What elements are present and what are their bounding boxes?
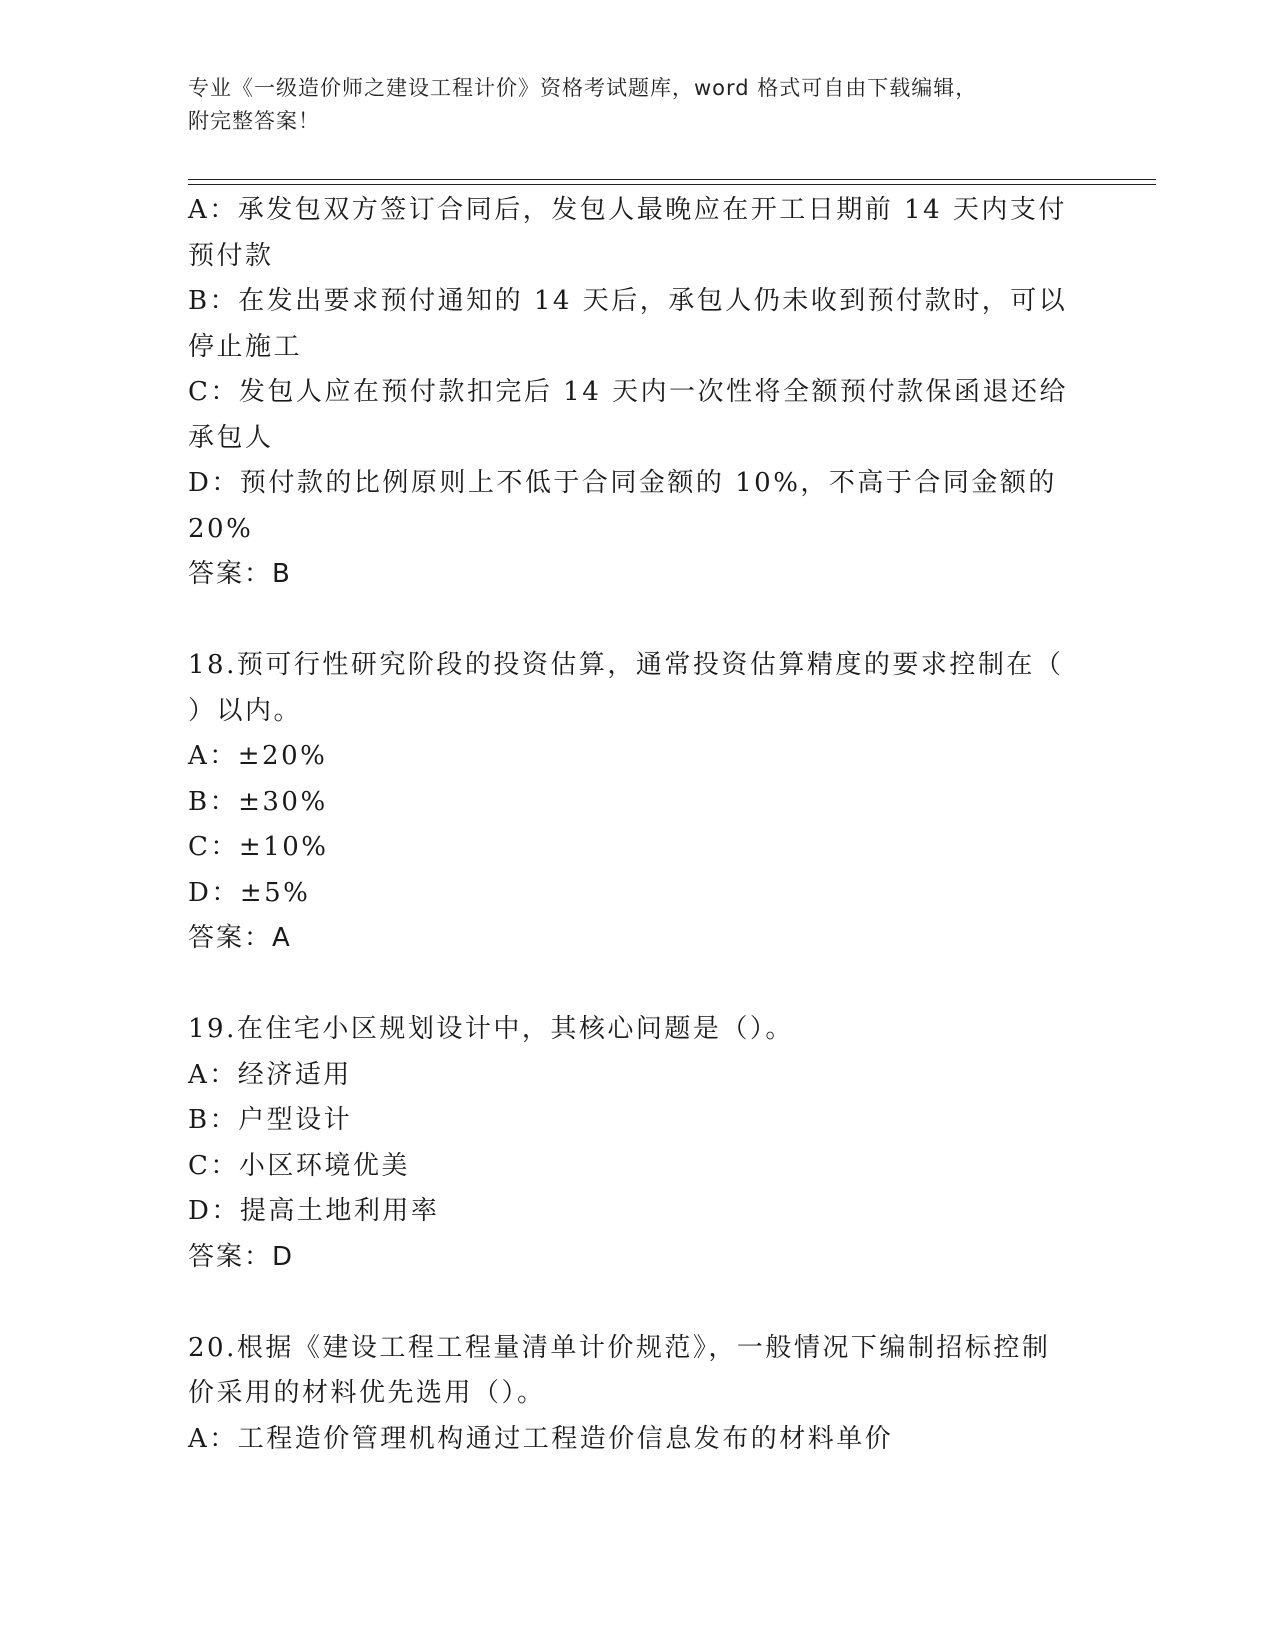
q18-option-b: B：±30% (188, 786, 328, 817)
q19-stem: 19.在住宅小区规划设计中，其核心问题是（）。 (188, 1014, 794, 1044)
q18-stem-line-2: ）以内。 (188, 695, 303, 726)
q18-stem-line-1: 18.预可行性研究阶段的投资估算，通常投资估算精度的要求控制在（ (188, 650, 1064, 680)
q19-option-d: D：提高土地利用率 (188, 1196, 440, 1226)
spacer (188, 598, 1068, 644)
q17-option-a-line-1: A：承发包双方签订合同后，发包人最晚应在开工日期前 14 天内支付 (188, 195, 1067, 225)
q17-option-a-line-2: 预付款 (188, 240, 274, 271)
q17-answer: 答案：B (188, 559, 292, 589)
question-17-tail (188, 188, 1068, 598)
q19-option-b: B：户型设计 (188, 1105, 353, 1135)
q17-option-c-line-2: 承包人 (188, 422, 274, 453)
q20-option-a: A：工程造价管理机构通过工程造价信息发布的材料单价 (188, 1423, 894, 1454)
question-19 (188, 1007, 1068, 1280)
header-double-rule (188, 179, 1156, 185)
q18-option-c: C：±10% (188, 832, 329, 862)
header-line-1: 专业《一级造价师之建设工程计价》资格考试题库，word 格式可自由下载编辑， (188, 76, 978, 100)
q17-option-c-line-1: C：发包人应在预付款扣完后 14 天内一次性将全额预付款保函退还给 (188, 377, 1069, 407)
question-18 (188, 643, 1068, 962)
q17-option-b-line-1: B：在发出要求预付通知的 14 天后，承包人仍未收到预付款时，可以 (188, 286, 1068, 316)
q17-option-d-line-1: D：预付款的比例原则上不低于合同金额的 10%，不高于合同金额的 (188, 468, 1057, 498)
q17-option-d-line-2: 20% (188, 513, 254, 544)
q19-answer: 答案：D (188, 1241, 295, 1272)
document-header (188, 72, 1068, 138)
header-rule-bottom (188, 184, 1156, 185)
q18-option-a: A：±20% (188, 741, 328, 771)
q17-option-b-line-2: 停止施工 (188, 331, 303, 362)
q20-stem-line-2: 价采用的材料优先选用（）。 (188, 1378, 546, 1408)
q18-answer: 答案：A (188, 923, 292, 953)
question-20 (188, 1326, 1068, 1463)
q19-option-c: C：小区环境优美 (188, 1150, 410, 1181)
header-rule-top (188, 179, 1156, 180)
question-content (188, 188, 1068, 1462)
q19-option-a: A：经济适用 (188, 1059, 352, 1090)
spacer (188, 962, 1068, 1008)
q18-option-d: D：±5% (188, 877, 311, 908)
header-line-2: 附完整答案！ (188, 109, 320, 133)
spacer (188, 1280, 1068, 1326)
q20-stem-line-1: 20.根据《建设工程工程量清单计价规范》，一般情况下编制招标控制 (188, 1332, 1051, 1363)
